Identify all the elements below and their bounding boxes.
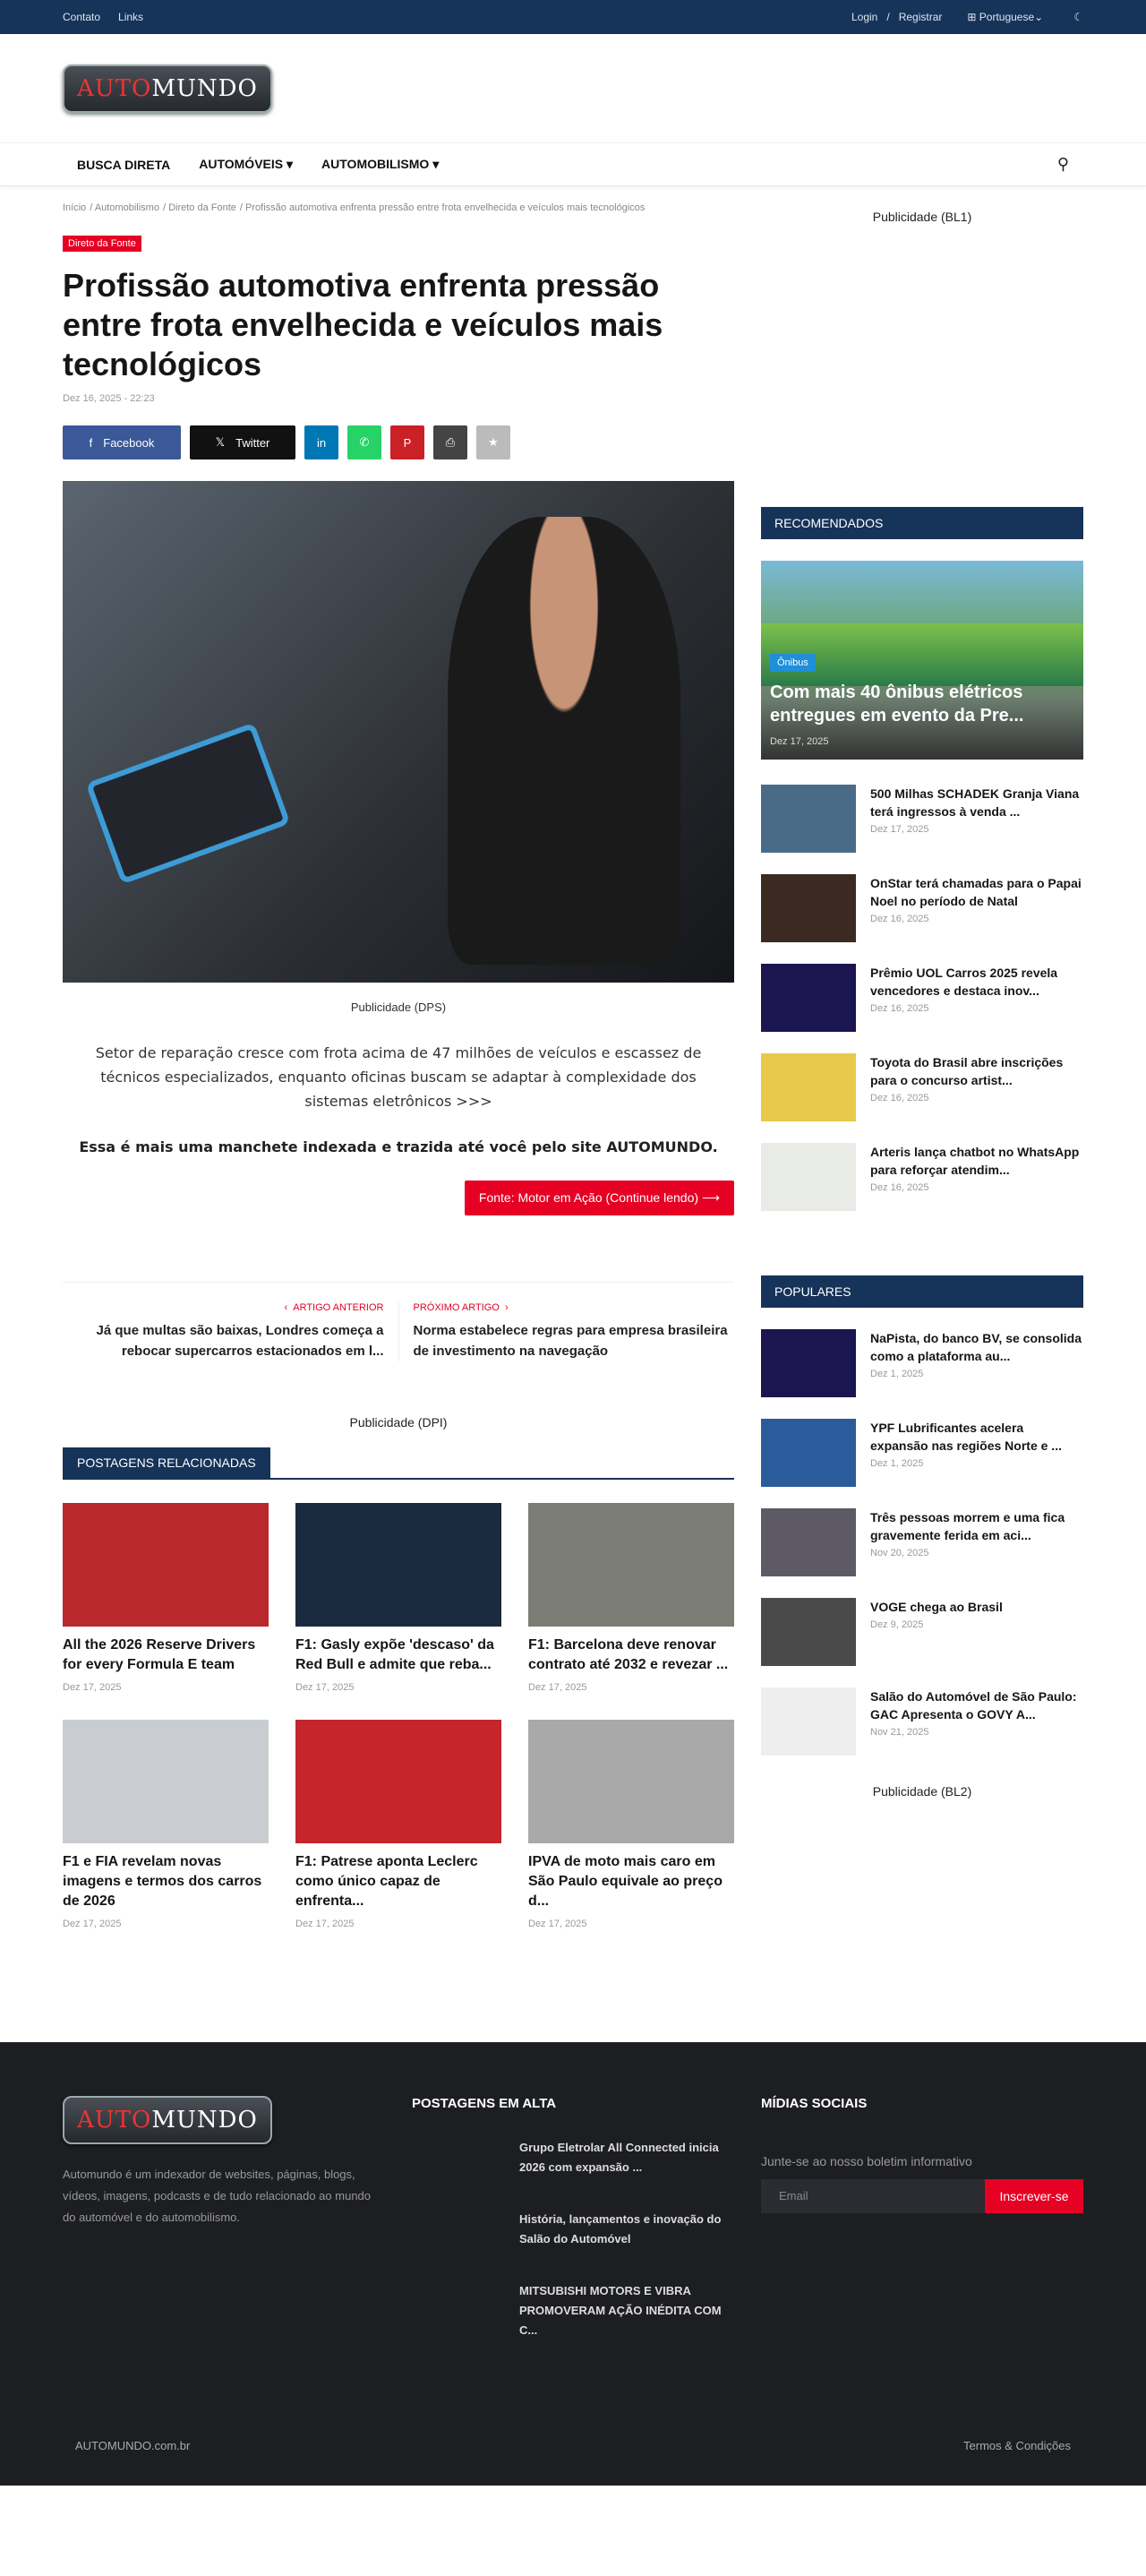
- rec-title: Toyota do Brasil abre inscrições para o concurso artist...: [870, 1055, 1064, 1087]
- related-title: All the 2026 Reserve Drivers for every Formula E team: [63, 1637, 256, 1672]
- dark-mode-icon[interactable]: ☾: [1073, 11, 1083, 23]
- featured-badge[interactable]: Ônibus: [770, 654, 816, 672]
- ad-dpi: Publicidade (DPI): [349, 1415, 448, 1430]
- related-title: IPVA de moto mais caro em São Paulo equivale ao preço d...: [528, 1854, 723, 1909]
- pinterest-icon[interactable]: P: [390, 425, 424, 459]
- crumb-home[interactable]: Início: [63, 202, 87, 213]
- related-card[interactable]: [528, 1720, 734, 1929]
- rec-thumb[interactable]: [761, 1143, 856, 1211]
- related-title: F1: Barcelona deve renovar contrato até 2032 e revezar ...: [528, 1637, 729, 1672]
- related-thumb[interactable]: [295, 1720, 501, 1843]
- trending-title: POSTAGENS EM ALTA: [412, 2096, 557, 2111]
- pop-date: Dez 1, 2025: [870, 1369, 924, 1379]
- next-post[interactable]: [399, 1302, 735, 1361]
- share-facebook-button[interactable]: [63, 425, 181, 459]
- nav-automoveis-label: AUTOMÓVEIS: [199, 157, 284, 171]
- popular-list: [761, 1329, 1083, 1756]
- pop-thumb[interactable]: [761, 1687, 856, 1756]
- footer-site[interactable]: AUTOMUNDO.com.br: [75, 2439, 191, 2452]
- facebook-icon: f: [89, 435, 93, 450]
- rec-text: [870, 785, 1083, 853]
- pop-text: [870, 1508, 1083, 1576]
- twitter-label: Twitter: [235, 435, 270, 450]
- rec-title: OnStar terá chamadas para o Papai Noel no período de Natal: [870, 876, 1082, 908]
- rec-item[interactable]: [761, 874, 1083, 942]
- footer: [0, 2042, 1146, 2486]
- related-card[interactable]: [295, 1503, 501, 1693]
- pop-title: VOGE chega ao Brasil: [870, 1600, 1003, 1614]
- related-title: POSTAGENS RELACIONADAS: [63, 1447, 270, 1478]
- terms-link[interactable]: Termos & Condições: [963, 2439, 1071, 2452]
- pop-item[interactable]: [761, 1508, 1083, 1576]
- related-thumb[interactable]: [528, 1720, 734, 1843]
- rec-title: Prêmio UOL Carros 2025 revela vencedores e destaca inov...: [870, 966, 1058, 998]
- next-title: Norma estabelece regras para empresa brasileira de investimento na navegação: [413, 1323, 728, 1359]
- rec-item[interactable]: [761, 1053, 1083, 1121]
- rec-text: [870, 1143, 1083, 1211]
- logo-mundo: MUNDO: [151, 74, 258, 102]
- main-nav: [0, 143, 1146, 186]
- facebook-label: Facebook: [103, 435, 155, 450]
- article-note: Essa é mais uma manchete indexada e trazida até você pelo site AUTOMUNDO.: [79, 1138, 718, 1155]
- popular-header: POPULARES: [761, 1275, 1083, 1308]
- sidebar: [761, 202, 1083, 1929]
- category-badge[interactable]: Direto da Fonte: [63, 236, 141, 252]
- nav-automoveis[interactable]: AUTOMÓVEIS ▾: [199, 157, 294, 171]
- rec-date: Dez 16, 2025: [870, 1182, 929, 1193]
- related-grid: [63, 1503, 734, 1929]
- related-date: Dez 17, 2025: [63, 1919, 122, 1929]
- related-title: F1 e FIA revelam novas imagens e termos dos carros de 2026: [63, 1854, 262, 1909]
- pop-text: [870, 1687, 1083, 1756]
- login-link[interactable]: Login: [851, 11, 878, 23]
- related-header: [63, 1447, 734, 1480]
- crumb-automobilismo[interactable]: Automobilismo: [94, 202, 159, 213]
- rec-date: Dez 16, 2025: [870, 914, 929, 924]
- source-button[interactable]: Fonte: Motor em Ação (Continue lendo) ⟶: [465, 1181, 734, 1215]
- pop-thumb[interactable]: [761, 1598, 856, 1666]
- related-thumb[interactable]: [63, 1503, 269, 1627]
- related-title: F1: Patrese aponta Leclerc como único capaz de enfrenta...: [295, 1854, 478, 1909]
- crumb-direto[interactable]: Direto da Fonte: [168, 202, 236, 213]
- article-main: [63, 202, 734, 1929]
- share-bar: [63, 425, 734, 459]
- trending-item[interactable]: Grupo Eletrolar All Connected inicia 2026 com expansão ...: [519, 2141, 719, 2174]
- rec-thumb[interactable]: [761, 785, 856, 853]
- rec-date: Dez 16, 2025: [870, 1093, 929, 1103]
- pop-thumb[interactable]: [761, 1508, 856, 1576]
- related-date: Dez 17, 2025: [528, 1682, 587, 1693]
- next-label: PRÓXIMO ARTIGO ›: [413, 1302, 509, 1313]
- pop-title: NaPista, do banco BV, se consolida como a plataforma au...: [870, 1331, 1082, 1363]
- pop-text: [870, 1329, 1083, 1397]
- rec-item[interactable]: [761, 1143, 1083, 1211]
- rec-text: [870, 1053, 1083, 1121]
- links-link[interactable]: Links: [118, 11, 144, 23]
- rec-text: [870, 964, 1083, 1032]
- rec-item[interactable]: [761, 785, 1083, 853]
- post-pager: [63, 1282, 734, 1361]
- crumb-current: Profissão automotiva enfrenta pressão entre frota envelhecida e veículos mais tecnológicos: [245, 202, 646, 213]
- ad-bl2: Publicidade (BL2): [872, 1784, 972, 1799]
- newsletter-label: Junte-se ao nosso boletim informativo: [761, 2154, 972, 2168]
- rec-thumb[interactable]: [761, 874, 856, 942]
- recommended-list: [761, 785, 1083, 1211]
- pop-title: YPF Lubrificantes acelera expansão nas regiões Norte e ...: [870, 1421, 1062, 1453]
- pop-text: [870, 1419, 1083, 1487]
- related-date: Dez 17, 2025: [295, 1682, 355, 1693]
- prev-title: Já que multas são baixas, Londres começa a rebocar supercarros estacionados em l...: [96, 1323, 384, 1359]
- related-card[interactable]: [63, 1720, 269, 1929]
- pop-date: Nov 21, 2025: [870, 1727, 929, 1738]
- subscribe-button[interactable]: Inscrever-se: [985, 2179, 1083, 2213]
- x-icon: 𝕏: [215, 435, 226, 449]
- rec-thumb[interactable]: [761, 1053, 856, 1121]
- logo-auto: AUTO: [77, 74, 152, 102]
- breadcrumb: Início / Automobilismo / Direto da Fonte / Profissão automotiva enfrenta pressão entre frota envelhecida e veículos mais tecnológicos: [63, 202, 646, 213]
- language-select[interactable]: ⊞ Portuguese⌄: [967, 11, 1044, 23]
- related-date: Dez 17, 2025: [295, 1919, 355, 1929]
- article-title: Profissão automotiva enfrenta pressão entre frota envelhecida e veículos mais tecnológicos: [63, 267, 663, 382]
- pop-title: Salão do Automóvel de São Paulo: GAC Apresenta o GOVY A...: [870, 1689, 1077, 1722]
- pop-date: Nov 20, 2025: [870, 1548, 929, 1558]
- rec-title: Arteris lança chatbot no WhatsApp para reforçar atendim...: [870, 1145, 1080, 1177]
- header: [0, 34, 1146, 143]
- rec-title: 500 Milhas SCHADEK Granja Viana terá ingressos à venda ...: [870, 786, 1080, 819]
- featured-date: Dez 17, 2025: [770, 736, 829, 747]
- pop-item[interactable]: [761, 1329, 1083, 1397]
- footer-logo-mundo: MUNDO: [151, 2107, 258, 2134]
- star-icon[interactable]: ★: [476, 425, 510, 459]
- related-card[interactable]: [528, 1503, 734, 1693]
- related-card[interactable]: [295, 1720, 501, 1929]
- social-title: MÍDIAS SOCIAIS: [761, 2096, 868, 2111]
- email-input[interactable]: Email: [761, 2179, 985, 2213]
- featured-post[interactable]: [761, 561, 1083, 760]
- article-summary: Setor de reparação cresce com frota acima de 47 milhões de veículos e escassez de técnicos especializados, enquanto oficinas buscam se adaptar à complexidade dos sistemas eletrônicos >>>: [95, 1044, 702, 1110]
- share-twitter-button[interactable]: [190, 425, 295, 459]
- article-image: [63, 481, 734, 983]
- pop-thumb[interactable]: [761, 1419, 856, 1487]
- contact-link[interactable]: Contato: [63, 11, 101, 23]
- nav-busca-direta[interactable]: BUSCA DIRETA: [77, 157, 171, 172]
- prev-label-text: ARTIGO ANTERIOR: [293, 1302, 384, 1313]
- search-icon[interactable]: ⚲: [1056, 155, 1069, 173]
- whatsapp-icon[interactable]: ✆: [347, 425, 381, 459]
- pop-item[interactable]: [761, 1419, 1083, 1487]
- related-date: Dez 17, 2025: [63, 1682, 122, 1693]
- pop-item[interactable]: [761, 1598, 1083, 1666]
- register-link[interactable]: Registrar: [898, 11, 943, 23]
- source-label: Fonte: Motor em Ação (Continue lendo): [478, 1190, 699, 1205]
- related-thumb[interactable]: [295, 1503, 501, 1627]
- trending-item[interactable]: MITSUBISHI MOTORS E VIBRA PROMOVERAM AÇÃO INÉDITA COM C...: [519, 2284, 722, 2337]
- related-date: Dez 17, 2025: [528, 1919, 587, 1929]
- footer-about: Automundo é um indexador de websites, páginas, blogs, vídeos, imagens, podcasts e de tudo relacionado ao mundo do automóvel e do automobilismo.: [63, 2168, 372, 2224]
- related-card[interactable]: [63, 1503, 269, 1693]
- language-label: Portuguese: [979, 11, 1035, 23]
- print-icon[interactable]: ⎙: [433, 425, 467, 459]
- pop-text: [870, 1598, 1003, 1666]
- top-bar: [0, 0, 1146, 34]
- related-thumb[interactable]: [63, 1720, 269, 1843]
- prev-post[interactable]: [63, 1302, 399, 1361]
- rec-thumb[interactable]: [761, 964, 856, 1032]
- pop-date: Dez 1, 2025: [870, 1458, 924, 1469]
- rec-date: Dez 16, 2025: [870, 1003, 929, 1014]
- related-title: F1: Gasly expõe 'descaso' da Red Bull e admite que reba...: [295, 1637, 494, 1672]
- next-label-text: PRÓXIMO ARTIGO: [413, 1302, 500, 1313]
- rec-date: Dez 17, 2025: [870, 824, 929, 835]
- prev-label: ‹ ARTIGO ANTERIOR: [284, 1302, 384, 1313]
- pop-date: Dez 9, 2025: [870, 1619, 924, 1630]
- linkedin-icon[interactable]: in: [304, 425, 338, 459]
- nav-automobilismo[interactable]: AUTOMOBILISMO ▾: [321, 157, 440, 171]
- related-thumb[interactable]: [528, 1503, 734, 1627]
- nav-automobilismo-label: AUTOMOBILISMO: [321, 157, 430, 171]
- ad-bl1: Publicidade (BL1): [872, 210, 972, 224]
- separator: /: [886, 11, 890, 23]
- footer-logo[interactable]: [63, 2096, 272, 2144]
- pop-item[interactable]: [761, 1687, 1083, 1756]
- rec-text: [870, 874, 1083, 942]
- trending-item[interactable]: História, lançamentos e inovação do Salão do Automóvel: [519, 2212, 722, 2245]
- pop-title: Três pessoas morrem e uma fica gravemente ferida em aci...: [870, 1510, 1065, 1542]
- recommended-header: RECOMENDADOS: [761, 507, 1083, 539]
- footer-logo-auto: AUTO: [77, 2107, 152, 2134]
- rec-item[interactable]: [761, 964, 1083, 1032]
- ad-caption: Publicidade (DPS): [350, 1000, 447, 1014]
- pop-thumb[interactable]: [761, 1329, 856, 1397]
- featured-title: Com mais 40 ônibus elétricos entregues em evento da Pre...: [770, 683, 1024, 726]
- site-logo[interactable]: [63, 64, 272, 113]
- article-date: Dez 16, 2025 - 22:23: [63, 393, 155, 404]
